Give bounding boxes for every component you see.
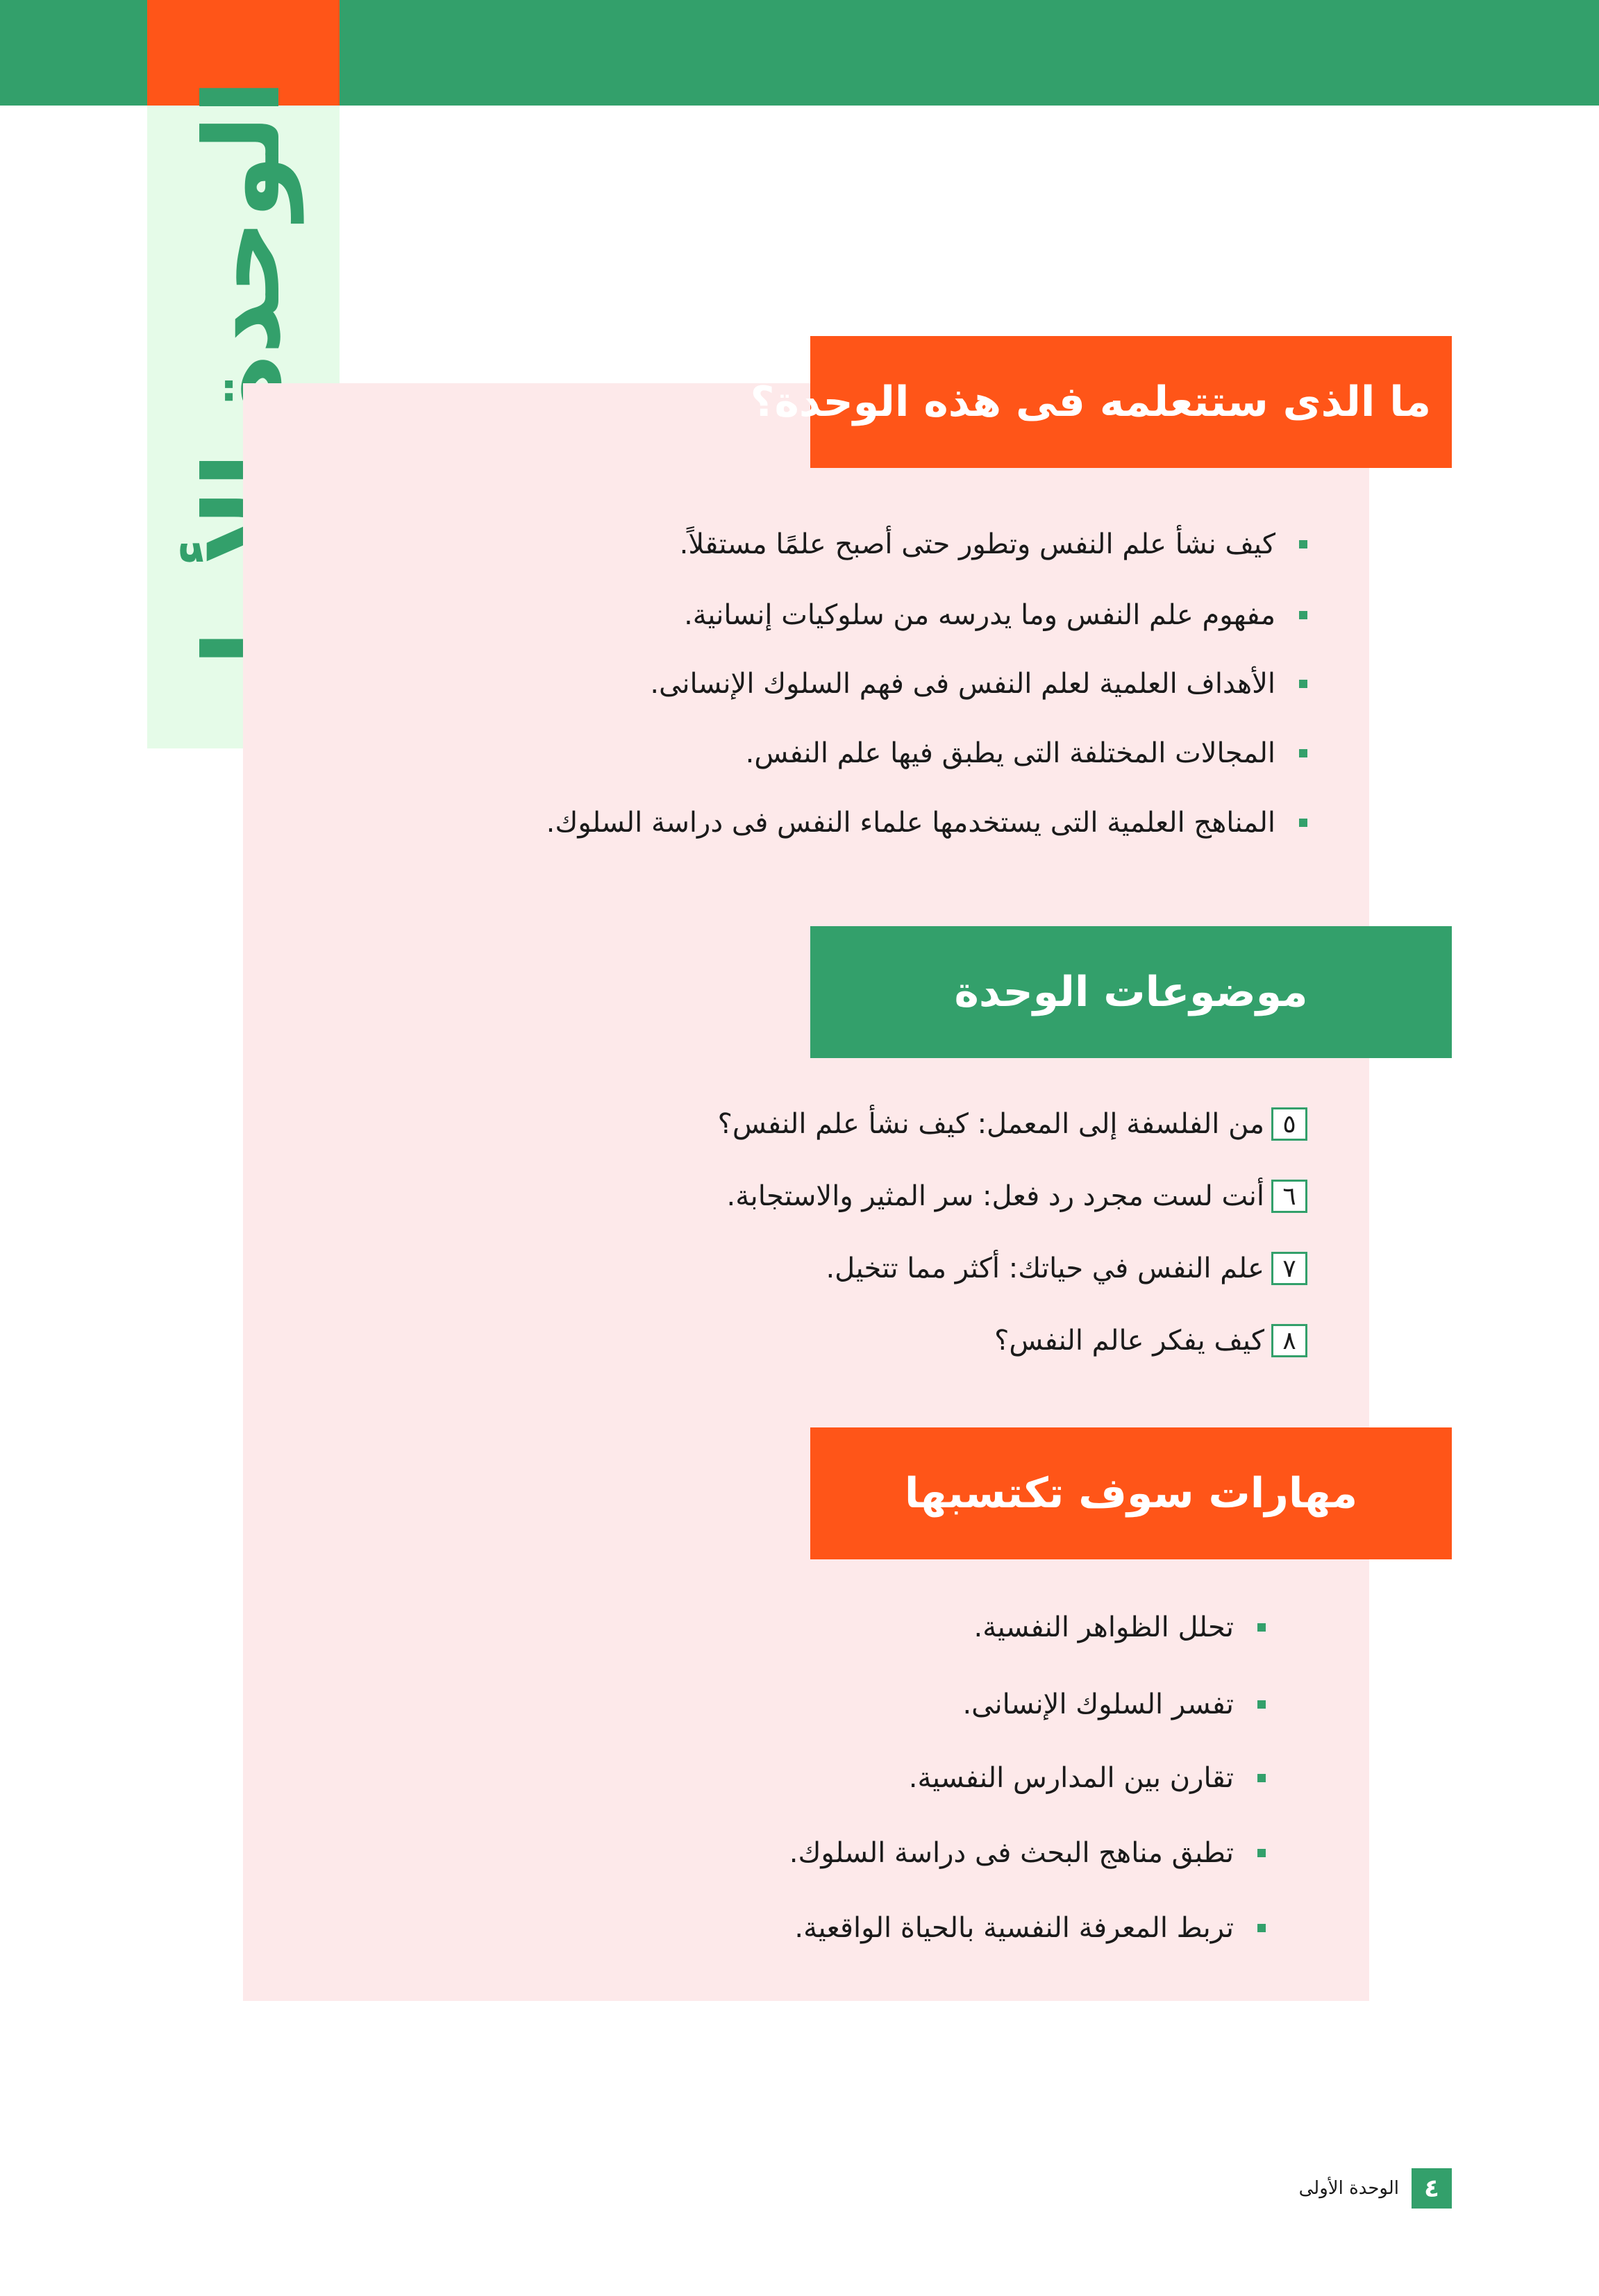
bullet-square-icon (1257, 1924, 1266, 1932)
list-item-text: الأهداف العلمية لعلم النفس فى فهم السلوك الإنسانى. (650, 668, 1275, 700)
list-item (794, 1907, 1266, 1949)
list-item (974, 1607, 1266, 1648)
topic-number: ٦ (1271, 1180, 1307, 1213)
bullet-square-icon (1299, 611, 1307, 619)
list-item (684, 594, 1307, 636)
list-item (746, 732, 1307, 774)
bullet-square-icon (1257, 1849, 1266, 1857)
list-item (546, 802, 1307, 844)
list-item-text: تفسر السلوك الإنسانى. (962, 1689, 1234, 1720)
list-item-text: المناهج العلمية التى يستخدمها علماء النفس فى دراسة السلوك. (546, 807, 1275, 839)
topic-text: كيف يفكر عالم النفس؟ (994, 1325, 1264, 1357)
list-item (650, 663, 1307, 705)
list-item-text: تقارن بين المدارس النفسية. (908, 1762, 1234, 1794)
topic-number: ٨ (1271, 1324, 1307, 1357)
topic-text: علم النفس في حياتك: أكثر مما تتخيل. (826, 1252, 1264, 1284)
list-item-text: تطبق مناهج البحث فى دراسة السلوك. (789, 1837, 1234, 1869)
list-item-text: مفهوم علم النفس وما يدرسه من سلوكيات إنسانية. (684, 599, 1275, 631)
topic-number: ٧ (1271, 1252, 1307, 1285)
list-item-text: تحلل الظواهر النفسية. (973, 1611, 1234, 1643)
bullet-square-icon (1299, 819, 1307, 827)
topic-item (826, 1248, 1307, 1289)
topic-text: من الفلسفة إلى المعمل: كيف نشأ علم النفس؟ (717, 1108, 1264, 1140)
page-footer (1299, 2168, 1452, 2209)
list-item (680, 523, 1307, 565)
bullet-square-icon (1257, 1774, 1266, 1782)
list-item (962, 1684, 1266, 1725)
bullet-square-icon (1257, 1623, 1266, 1632)
list-item-text: تربط المعرفة النفسية بالحياة الواقعية. (794, 1912, 1234, 1944)
learn-section-header: ما الذى ستتعلمه فى هذه الوحدة؟ (810, 336, 1452, 468)
topic-item (727, 1175, 1307, 1217)
footer-unit-label: الوحدة الأولى (1298, 2178, 1399, 2199)
topic-item (994, 1320, 1307, 1361)
page-number: ٤ (1412, 2168, 1452, 2209)
unit-title: الوحدة (183, 79, 303, 417)
bullet-square-icon (1299, 540, 1307, 548)
list-item-text: المجالات المختلفة التى يطبق فيها علم النفس. (745, 737, 1275, 769)
list-item-text: كيف نشأ علم النفس وتطور حتى أصبح علمًا مستقلاً. (679, 528, 1275, 560)
topic-item (718, 1103, 1307, 1145)
topic-number: ٥ (1271, 1107, 1307, 1141)
topics-section-header: موضوعات الوحدة (810, 926, 1452, 1058)
topic-text: أنت لست مجرد رد فعل: سر المثير والاستجابة. (726, 1180, 1264, 1212)
skills-section-header: مهارات سوف تكتسبها (810, 1427, 1452, 1559)
list-item (789, 1832, 1266, 1874)
bullet-square-icon (1257, 1700, 1266, 1709)
bullet-square-icon (1299, 680, 1307, 688)
bullet-square-icon (1299, 749, 1307, 757)
list-item (909, 1757, 1266, 1799)
